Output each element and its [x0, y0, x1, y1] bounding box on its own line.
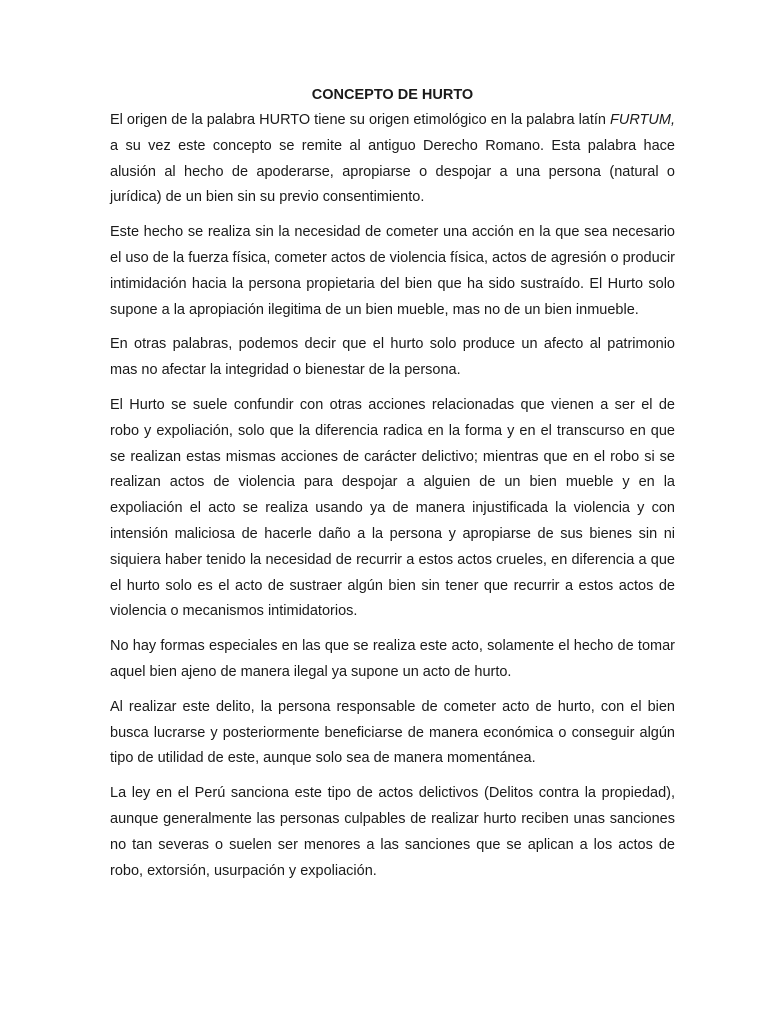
paragraph-6: Al realizar este delito, la persona responsable de cometer acto de hurto, con el bien busca lucrarse y posteriormente beneficiarse de manera económica o conseguir algún tipo de utilidad de este, aunque solo sea de manera momentánea. — [110, 698, 675, 767]
document-page — [110, 84, 675, 893]
paragraph-2: Este hecho se realiza sin la necesidad de cometer una acción en la que sea necesario el uso de la fuerza física, cometer actos de violencia física, actos de agresión o producir intimidación hacia la persona propietaria del bien que ha sido sustraído. El Hurto solo supone a la apropiación ilegitima de un bien mueble, mas no de un bien inmueble. — [110, 224, 675, 318]
paragraph-1-italic-term: FURTUM, — [610, 112, 675, 128]
paragraph-1-text-start: El origen de la palabra HURTO tiene su origen etimológico en la palabra latín — [110, 112, 611, 128]
document-title: CONCEPTO DE HURTO — [311, 87, 474, 103]
paragraph-1-text-end: a su vez este concepto se remite al antiguo Derecho Romano. Esta palabra hace alusión al hecho de apoderarse, apropiarse o despojar a una persona (natural o jurídica) de un bien sin su previo consentimiento. — [110, 137, 675, 206]
paragraph-1 — [110, 108, 675, 211]
paragraph-5: No hay formas especiales en las que se realiza este acto, solamente el hecho de tomar aquel bien ajeno de manera ilegal ya supone un acto de hurto. — [110, 638, 675, 680]
paragraph-7: La ley en el Perú sanciona este tipo de actos delictivos (Delitos contra la propiedad), aunque generalmente las personas culpables de realizar hurto reciben unas sanciones no tan severas o suelen ser menores a las sanciones que se aplican a los actos de robo, extorsión, usurpación y expoliación. — [110, 785, 675, 879]
paragraph-4: El Hurto se suele confundir con otras acciones relacionadas que vienen a ser el de robo y expoliación, solo que la diferencia radica en la forma y en el transcurso en que se realizan estas mismas acciones de carácter delictivo; mientras que en el robo si se realizan actos de violencia para despojar a alguien de un bien mueble y en la expoliación el acto se realiza usando ya de manera injustificada la violencia y con intensión maliciosa de hacerle daño a la persona y apropiarse de sus bienes sin ni siquiera haber tenido la necesidad de recurrir a estos actos crueles, en diferencia a que el hurto solo es el acto de sustraer algún bien sin tener que recurrir a estos actos de violencia o mecanismos intimidatorios. — [110, 396, 675, 620]
paragraph-3: En otras palabras, podemos decir que el hurto solo produce un afecto al patrimonio mas no afectar la integridad o bienestar de la persona. — [110, 336, 675, 379]
